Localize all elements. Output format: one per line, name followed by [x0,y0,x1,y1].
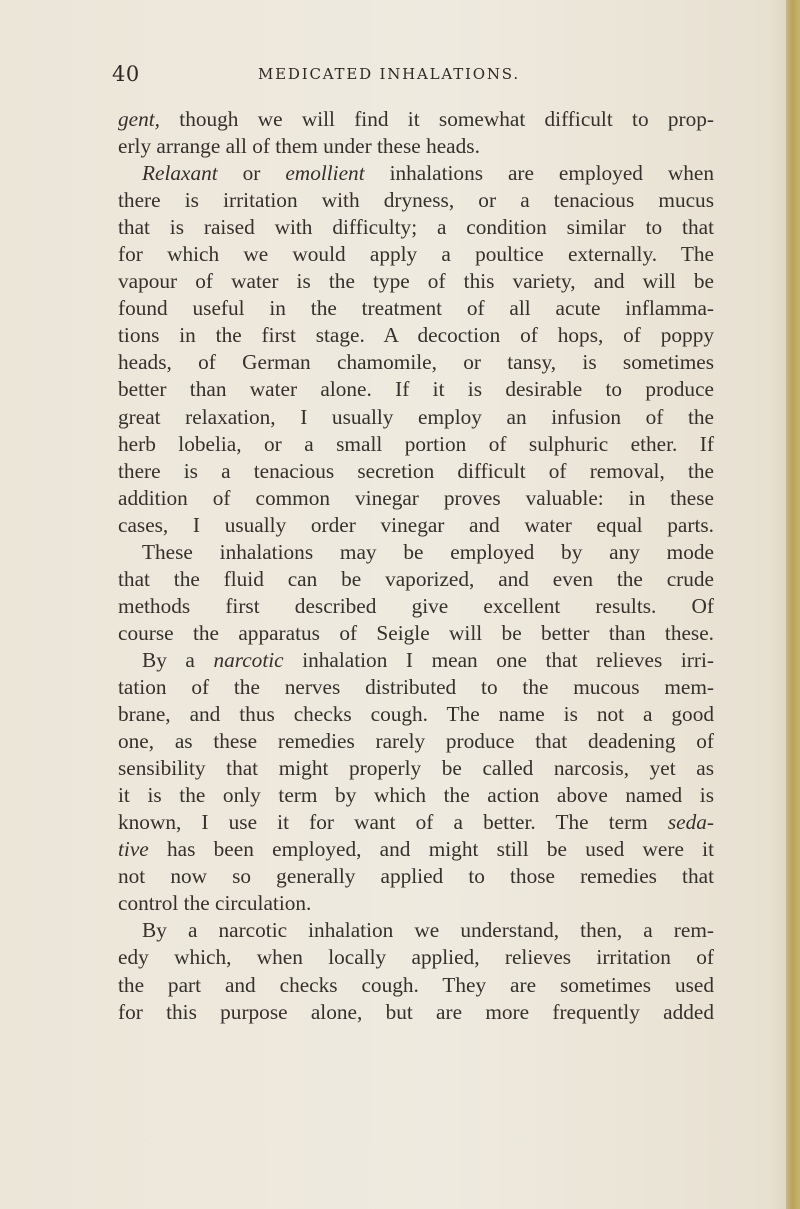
text-line: These inhalations may be employed by any mode [142,539,714,564]
text-line: brane, and thus checks cough. The name is not a good [118,702,714,727]
page-header [112,62,712,88]
text-line: erly arrange all of them under these heads. [118,134,480,159]
text-line: By a narcotic inhalation I mean one that relieves irri- [142,647,714,672]
text-line: better than water alone. If it is desirable to produce [118,377,714,402]
text-line: control the circulation. [118,891,312,916]
text-line: addition of common vinegar proves valuable: in these [118,485,714,510]
text-line: vapour of water is the type of this variety, and will be [118,269,714,294]
text-line: By a narcotic inhalation we understand, then, a rem- [142,918,714,943]
text-line: gent, though we will find it somewhat difficult to prop- [118,107,714,131]
page-number: 40 [112,62,140,86]
text-line: edy which, when locally applied, relieves irritation of [118,945,714,970]
text-line: that is raised with difficulty; a condition similar to that [118,215,714,240]
text-line: found useful in the treatment of all acute inflamma- [118,296,714,321]
text-line: great relaxation, I usually employ an infusion of the [118,404,714,429]
text-line: there is a tenacious secretion difficult of removal, the [118,458,714,483]
running-head: MEDICATED INHALATIONS. [258,65,520,83]
text-line: tive has been employed, and might still be used were it [118,837,714,862]
text-line: Relaxant or emollient inhalations are employed when [142,161,714,186]
text-line: sensibility that might properly be called narcosis, yet as [118,756,714,781]
text-line: not now so generally applied to those remedies that [118,864,714,889]
text-line: for which we would apply a poultice externally. The [118,242,714,267]
text-line: herb lobelia, or a small portion of sulphuric ether. If [118,431,714,456]
text-line: heads, of German chamomile, or tansy, is sometimes [118,350,714,375]
body-text [118,106,714,1026]
text-line: tions in the first stage. A decoction of hops, of poppy [118,323,714,348]
text-line: there is irritation with dryness, or a tenacious mucus [118,188,714,213]
text-line: the part and checks cough. They are sometimes used [118,972,714,997]
text-line: known, I use it for want of a better. The term seda- [118,810,714,835]
text-line: that the fluid can be vaporized, and even the crude [118,566,714,591]
text-line: one, as these remedies rarely produce that deadening of [118,729,714,754]
text-line: tation of the nerves distributed to the mucous mem- [118,674,714,699]
text-line: methods first described give excellent results. Of [118,593,714,618]
text-line: course the apparatus of Seigle will be better than these. [118,620,714,645]
text-line: for this purpose alone, but are more frequently added [118,999,714,1024]
text-line: it is the only term by which the action above named is [118,783,714,808]
page-edge-gutter [786,0,800,1209]
text-line: cases, I usually order vinegar and water equal parts. [118,512,714,537]
